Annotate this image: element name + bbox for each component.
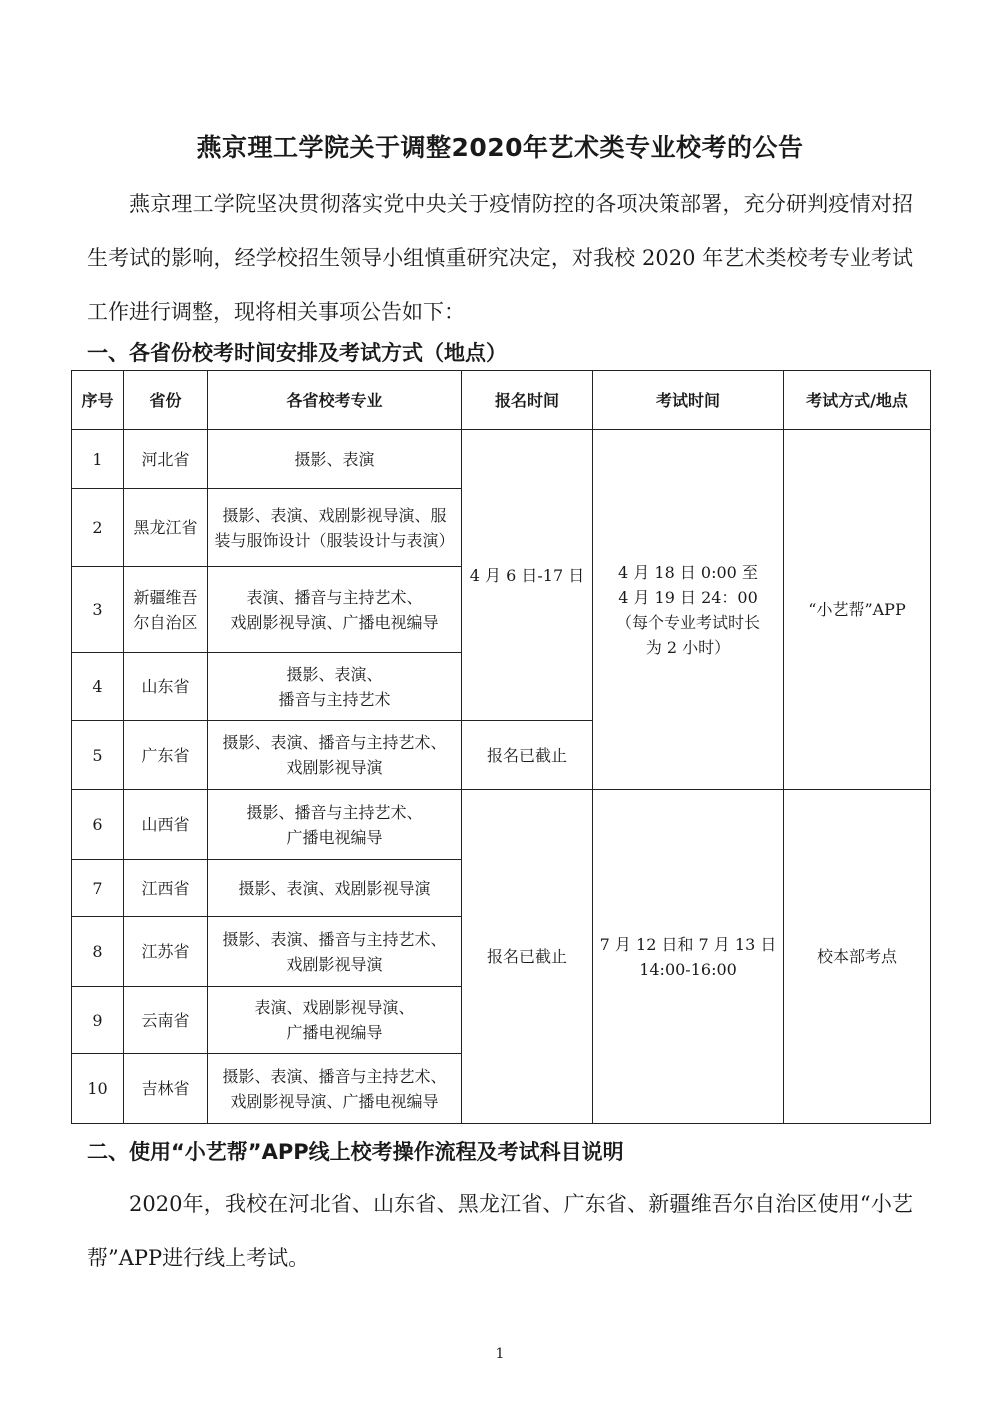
- seq-cell: 4: [72, 653, 124, 721]
- province-cell: 广东省: [124, 721, 208, 790]
- registration-cell-group1: 4 月 6 日-17 日: [462, 430, 593, 721]
- majors-line: 摄影、表演、戏剧影视导演: [238, 878, 431, 898]
- majors-line: 摄影、表演、: [286, 664, 383, 684]
- exam-time-line: 14:00-16:00: [639, 959, 737, 979]
- header-province: 省份: [124, 371, 208, 430]
- exam-time-cell-group2: [593, 790, 784, 1124]
- section-2-heading: 二、使用“小艺帮”APP线上校考操作流程及考试科目说明: [87, 1140, 624, 1164]
- majors-cell: [208, 1054, 462, 1124]
- exam-method-cell-group2: 校本部考点: [784, 790, 931, 1124]
- exam-time-line: 4 月 19 日 24：00: [618, 587, 758, 607]
- province-cell: 云南省: [124, 987, 208, 1054]
- exam-time-cell-group1: [593, 430, 784, 790]
- majors-line: 戏剧影视导演: [286, 758, 383, 777]
- exam-time-line: 为 2 小时）: [645, 637, 731, 657]
- majors-line: 广播电视编导: [286, 1023, 383, 1042]
- majors-line: 摄影、表演: [294, 449, 375, 469]
- seq-cell: 8: [72, 917, 124, 987]
- province-cell: 江苏省: [124, 917, 208, 987]
- seq-cell: 10: [72, 1054, 124, 1124]
- province-cell: 山西省: [124, 790, 208, 860]
- majors-line: 摄影、播音与主持艺术、: [246, 802, 423, 822]
- table-row: [72, 790, 931, 860]
- majors-line: 戏剧影视导演、广播电视编导: [230, 612, 439, 632]
- seq-cell: 9: [72, 987, 124, 1054]
- seq-cell: 2: [72, 489, 124, 567]
- header-majors: 各省校考专业: [208, 371, 462, 430]
- exam-time-line: 7 月 12 日和 7 月 13 日: [599, 934, 777, 954]
- majors-line: 表演、戏剧影视导演、: [254, 998, 415, 1017]
- majors-line: 戏剧影视导演: [286, 954, 383, 974]
- intro-paragraph: [87, 177, 913, 339]
- page-title: 燕京理工学院关于调整2020年艺术类专业校考的公告: [196, 133, 804, 162]
- seq-cell: 3: [72, 567, 124, 653]
- majors-line: 戏剧影视导演、广播电视编导: [230, 1091, 439, 1111]
- intro-text: 燕京理工学院坚决贯彻落实党中央关于疫情防控的各项决策部署，充分研判疫情对招生考试的影响，经学校招生领导小组慎重研究决定，对我校 2020 年艺术类校考专业考试工作进行调整，现将相关事项公告如下：: [87, 192, 913, 324]
- province-cell: 山东省: [124, 653, 208, 721]
- table-header-row: [72, 371, 931, 430]
- majors-cell: [208, 987, 462, 1054]
- exam-schedule-table: [71, 370, 931, 1124]
- registration-cell-group2: 报名已截止: [462, 790, 593, 1124]
- majors-cell: [208, 917, 462, 987]
- majors-cell: [208, 653, 462, 721]
- majors-line: 摄影、表演、播音与主持艺术、: [222, 1066, 447, 1086]
- section-2-paragraph: [87, 1177, 913, 1285]
- majors-line: 摄影、表演、戏剧影视导演、服: [222, 505, 447, 525]
- exam-method-cell-group1: “小艺帮”APP: [784, 430, 931, 790]
- province-cell: 吉林省: [124, 1054, 208, 1124]
- majors-line: 装与服饰设计（服装设计与表演）: [214, 530, 455, 550]
- province-cell: 黑龙江省: [124, 489, 208, 567]
- table-row: [72, 430, 931, 489]
- header-registration: 报名时间: [462, 371, 593, 430]
- majors-line: 表演、播音与主持艺术、: [246, 587, 423, 607]
- province-cell: 江西省: [124, 860, 208, 917]
- exam-time-line: （每个专业考试时长: [615, 612, 760, 632]
- section-2-text: 2020年，我校在河北省、山东省、黑龙江省、广东省、新疆维吾尔自治区使用“小艺帮”APP进行线上考试。: [87, 1192, 913, 1270]
- majors-cell: [208, 489, 462, 567]
- province-cell: 新疆维吾尔自治区: [124, 567, 208, 653]
- majors-line: 摄影、表演、播音与主持艺术、: [222, 733, 447, 752]
- seq-cell: 7: [72, 860, 124, 917]
- majors-line: 摄影、表演、播音与主持艺术、: [222, 929, 447, 949]
- section-1-heading: 一、各省份校考时间安排及考试方式（地点）: [87, 341, 507, 365]
- header-exam-method: 考试方式/地点: [784, 371, 931, 430]
- exam-time-line: 4 月 18 日 0:00 至: [618, 562, 758, 582]
- registration-cell-row5: 报名已截止: [462, 721, 593, 790]
- seq-cell: 1: [72, 430, 124, 489]
- header-seq: 序号: [72, 371, 124, 430]
- seq-cell: 6: [72, 790, 124, 860]
- majors-line: 广播电视编导: [286, 827, 383, 847]
- majors-cell: [208, 567, 462, 653]
- seq-cell: 5: [72, 721, 124, 790]
- majors-line: 播音与主持艺术: [278, 689, 391, 709]
- majors-cell: [208, 430, 462, 489]
- province-cell: 河北省: [124, 430, 208, 489]
- header-exam-time: 考试时间: [593, 371, 784, 430]
- page-number: 1: [495, 1346, 505, 1362]
- majors-cell: [208, 860, 462, 917]
- majors-cell: [208, 790, 462, 860]
- majors-cell: [208, 721, 462, 790]
